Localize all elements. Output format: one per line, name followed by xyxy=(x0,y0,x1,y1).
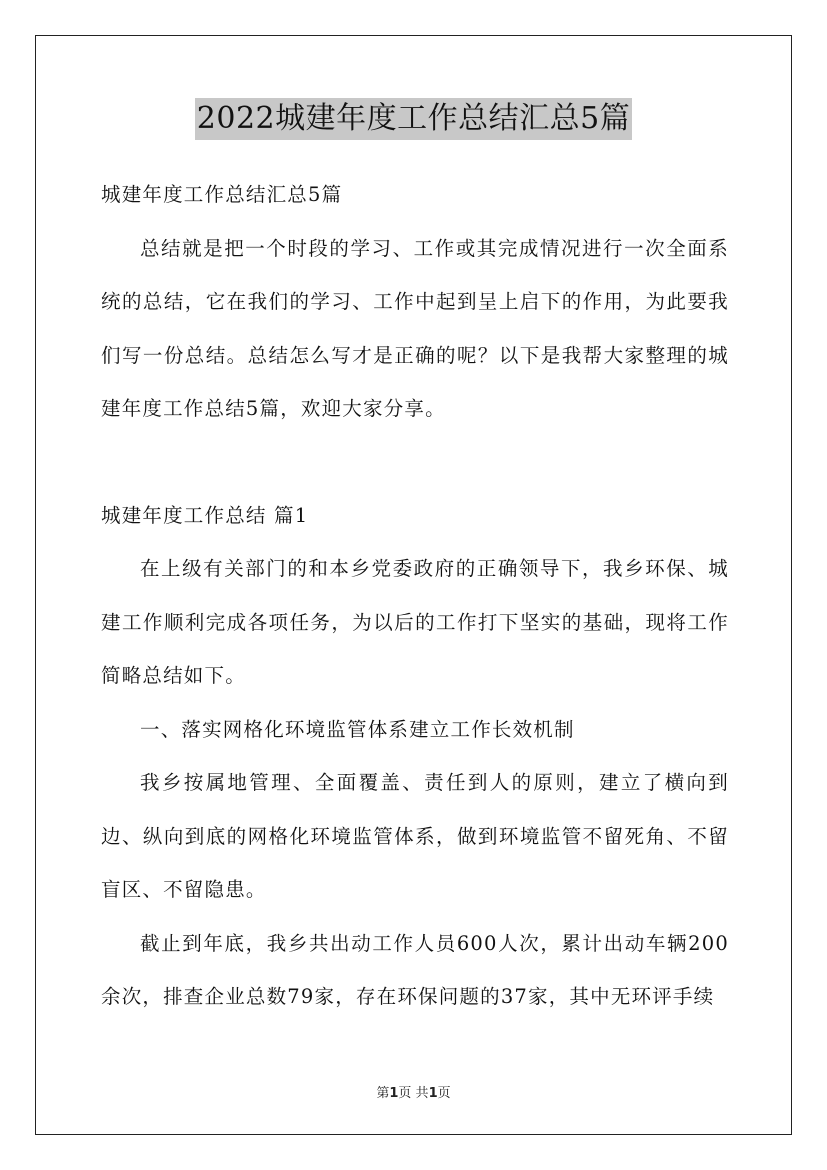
title-container xyxy=(0,98,827,140)
page-mid: 页 共 xyxy=(398,1086,429,1101)
page-suffix: 页 xyxy=(437,1086,451,1101)
current-page-number: 1 xyxy=(389,1086,399,1101)
body-paragraph: 我乡按属地管理、全面覆盖、责任到人的原则，建立了横向到边、纵向到底的网格化环境监管体系，做到环境监管不留死角、不留盲区、不留隐患。 xyxy=(101,771,729,901)
total-page-number: 1 xyxy=(428,1086,438,1101)
sub-heading: 一、落实网格化环境监管体系建立工作长效机制 xyxy=(140,717,575,741)
subtitle-paragraph: 城建年度工作总结汇总5篇 xyxy=(101,183,343,206)
page-footer xyxy=(0,1082,827,1101)
page-prefix: 第 xyxy=(376,1086,390,1101)
section-heading: 城建年度工作总结 篇1 xyxy=(101,503,309,527)
document-body xyxy=(101,168,729,1024)
document-title: 2022城建年度工作总结汇总5篇 xyxy=(195,98,632,140)
body-paragraph: 在上级有关部门的和本乡党委政府的正确领导下，我乡环保、城建工作顺利完成各项任务，为以后的工作打下坚实的基础，现将工作简略总结如下。 xyxy=(101,557,729,687)
intro-paragraph: 总结就是把一个时段的学习、工作或其完成情况进行一次全面系统的总结，它在我们的学习、工作中起到呈上启下的作用，为此要我们写一份总结。总结怎么写才是正确的呢？以下是我帮大家整理的城建年度工作总结5篇，欢迎大家分享。 xyxy=(101,236,729,420)
body-paragraph: 截止到年底，我乡共出动工作人员600人次，累计出动车辆200余次，排查企业总数79家，存在环保问题的37家，其中无环评手续 xyxy=(101,931,729,1008)
